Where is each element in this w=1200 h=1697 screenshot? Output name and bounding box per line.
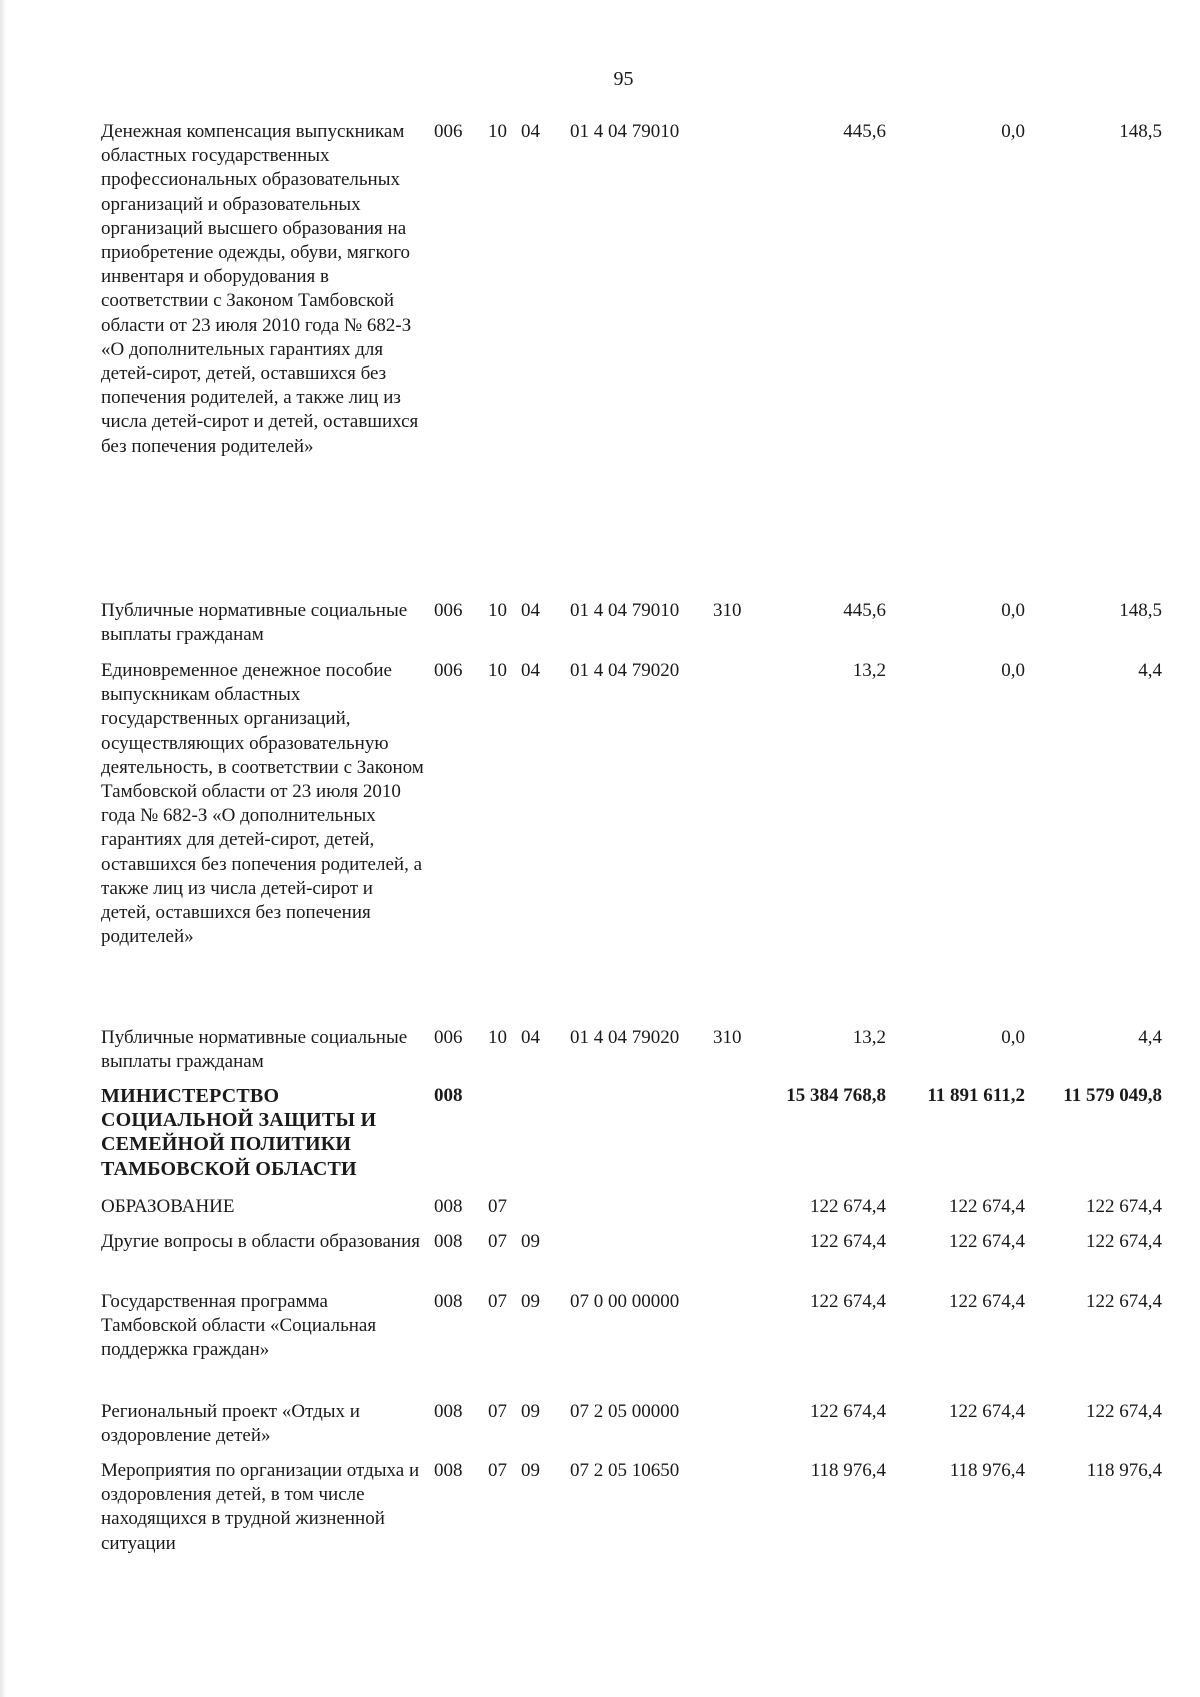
section-code: 07 bbox=[488, 1231, 507, 1252]
value-year-3: 11 579 049,8 bbox=[1063, 1085, 1162, 1106]
admin-code: 008 bbox=[434, 1085, 463, 1106]
value-year-2: 11 891 611,2 bbox=[927, 1085, 1025, 1106]
target-code: 07 2 05 00000 bbox=[570, 1401, 680, 1422]
value-year-1: 445,6 bbox=[843, 600, 886, 621]
target-code: 07 0 00 00000 bbox=[570, 1291, 680, 1312]
value-year-1: 445,6 bbox=[843, 121, 886, 142]
row-name: Единовременное денежное пособие выпускникам областных государственных организаций, осуществляющих образовательную деятельность, в соответствии с Законом Тамбовской области от 23 июля 2010 года № 682-З «О дополнительных гарантиях для детей-сирот, детей, оставшихся без попечения родителей, а также лиц из числа детей-сирот и детей, оставшихся без попечения родителей» bbox=[101, 660, 424, 948]
value-year-3: 148,5 bbox=[1119, 600, 1162, 621]
target-code: 01 4 04 79010 bbox=[570, 121, 680, 142]
value-year-3: 122 674,4 bbox=[1086, 1231, 1162, 1252]
row-name: Денежная компенсация выпускникам областных государственных профессиональных образовательных организаций и образовательных организаций высшего образования на приобретение одежды, обуви, мягкого инвентаря и оборудования в соответствии с Законом Тамбовской области от 23 июля 2010 года № 682-З «О дополнительных гарантиях для детей-сирот, детей, оставшихся без попечения родителей, а также лиц из числа детей-сирот и детей, оставшихся без попечения родителей» bbox=[101, 121, 419, 457]
value-year-2: 122 674,4 bbox=[949, 1196, 1025, 1217]
row-name: МИНИСТЕРСТВО СОЦИАЛЬНОЙ ЗАЩИТЫ И СЕМЕЙНОЙ ПОЛИТИКИ ТАМБОВСКОЙ ОБЛАСТИ bbox=[101, 1085, 377, 1180]
admin-code: 008 bbox=[434, 1401, 463, 1422]
subsection-code: 04 bbox=[521, 600, 540, 621]
target-code: 07 2 05 10650 bbox=[570, 1460, 680, 1481]
value-year-2: 118 976,4 bbox=[949, 1460, 1025, 1481]
page-number: 95 bbox=[613, 68, 634, 90]
row-name: ОБРАЗОВАНИЕ bbox=[101, 1196, 235, 1217]
value-year-1: 13,2 bbox=[852, 1027, 886, 1048]
value-year-3: 118 976,4 bbox=[1086, 1460, 1162, 1481]
value-year-1: 118 976,4 bbox=[810, 1460, 886, 1481]
value-year-1: 122 674,4 bbox=[810, 1401, 886, 1422]
row-name: Публичные нормативные социальные выплаты гражданам bbox=[101, 600, 408, 646]
section-code: 07 bbox=[488, 1401, 507, 1422]
subsection-code: 04 bbox=[521, 1027, 540, 1048]
section-code: 07 bbox=[488, 1291, 507, 1312]
value-year-1: 122 674,4 bbox=[810, 1231, 886, 1252]
admin-code: 008 bbox=[434, 1460, 463, 1481]
subsection-code: 09 bbox=[521, 1231, 540, 1252]
row-name: Государственная программа Тамбовской области «Социальная поддержка граждан» bbox=[101, 1291, 377, 1361]
section-code: 10 bbox=[488, 121, 507, 142]
value-year-2: 122 674,4 bbox=[949, 1231, 1025, 1252]
value-year-2: 0,0 bbox=[1001, 121, 1025, 142]
expense-type-code: 310 bbox=[713, 600, 742, 621]
subsection-code: 09 bbox=[521, 1460, 540, 1481]
target-code: 01 4 04 79010 bbox=[570, 600, 680, 621]
value-year-1: 122 674,4 bbox=[810, 1196, 886, 1217]
row-name: Публичные нормативные социальные выплаты гражданам bbox=[101, 1027, 408, 1073]
value-year-3: 4,4 bbox=[1138, 1027, 1162, 1048]
value-year-3: 122 674,4 bbox=[1086, 1291, 1162, 1312]
section-code: 10 bbox=[488, 660, 507, 681]
value-year-3: 148,5 bbox=[1119, 121, 1162, 142]
admin-code: 008 bbox=[434, 1231, 463, 1252]
value-year-2: 122 674,4 bbox=[949, 1401, 1025, 1422]
subsection-code: 09 bbox=[521, 1401, 540, 1422]
section-code: 10 bbox=[488, 1027, 507, 1048]
admin-code: 006 bbox=[434, 600, 463, 621]
row-name: Региональный проект «Отдых и оздоровление детей» bbox=[101, 1401, 360, 1447]
subsection-code: 09 bbox=[521, 1291, 540, 1312]
value-year-3: 122 674,4 bbox=[1086, 1401, 1162, 1422]
value-year-1: 13,2 bbox=[852, 660, 886, 681]
value-year-3: 122 674,4 bbox=[1086, 1196, 1162, 1217]
target-code: 01 4 04 79020 bbox=[570, 1027, 680, 1048]
scan-edge bbox=[0, 0, 6, 1697]
value-year-2: 122 674,4 bbox=[949, 1291, 1025, 1312]
row-name: Мероприятия по организации отдыха и оздоровления детей, в том числе находящихся в трудной жизненной ситуации bbox=[101, 1460, 420, 1554]
section-code: 07 bbox=[488, 1196, 507, 1217]
value-year-1: 15 384 768,8 bbox=[786, 1085, 886, 1106]
section-code: 10 bbox=[488, 600, 507, 621]
value-year-2: 0,0 bbox=[1001, 1027, 1025, 1048]
section-code: 07 bbox=[488, 1460, 507, 1481]
value-year-1: 122 674,4 bbox=[810, 1291, 886, 1312]
subsection-code: 04 bbox=[521, 660, 540, 681]
admin-code: 006 bbox=[434, 1027, 463, 1048]
admin-code: 006 bbox=[434, 121, 463, 142]
row-name: Другие вопросы в области образования bbox=[101, 1231, 420, 1252]
target-code: 01 4 04 79020 bbox=[570, 660, 680, 681]
admin-code: 008 bbox=[434, 1196, 463, 1217]
admin-code: 008 bbox=[434, 1291, 463, 1312]
expense-type-code: 310 bbox=[713, 1027, 742, 1048]
admin-code: 006 bbox=[434, 660, 463, 681]
value-year-3: 4,4 bbox=[1138, 660, 1162, 681]
value-year-2: 0,0 bbox=[1001, 660, 1025, 681]
subsection-code: 04 bbox=[521, 121, 540, 142]
value-year-2: 0,0 bbox=[1001, 600, 1025, 621]
